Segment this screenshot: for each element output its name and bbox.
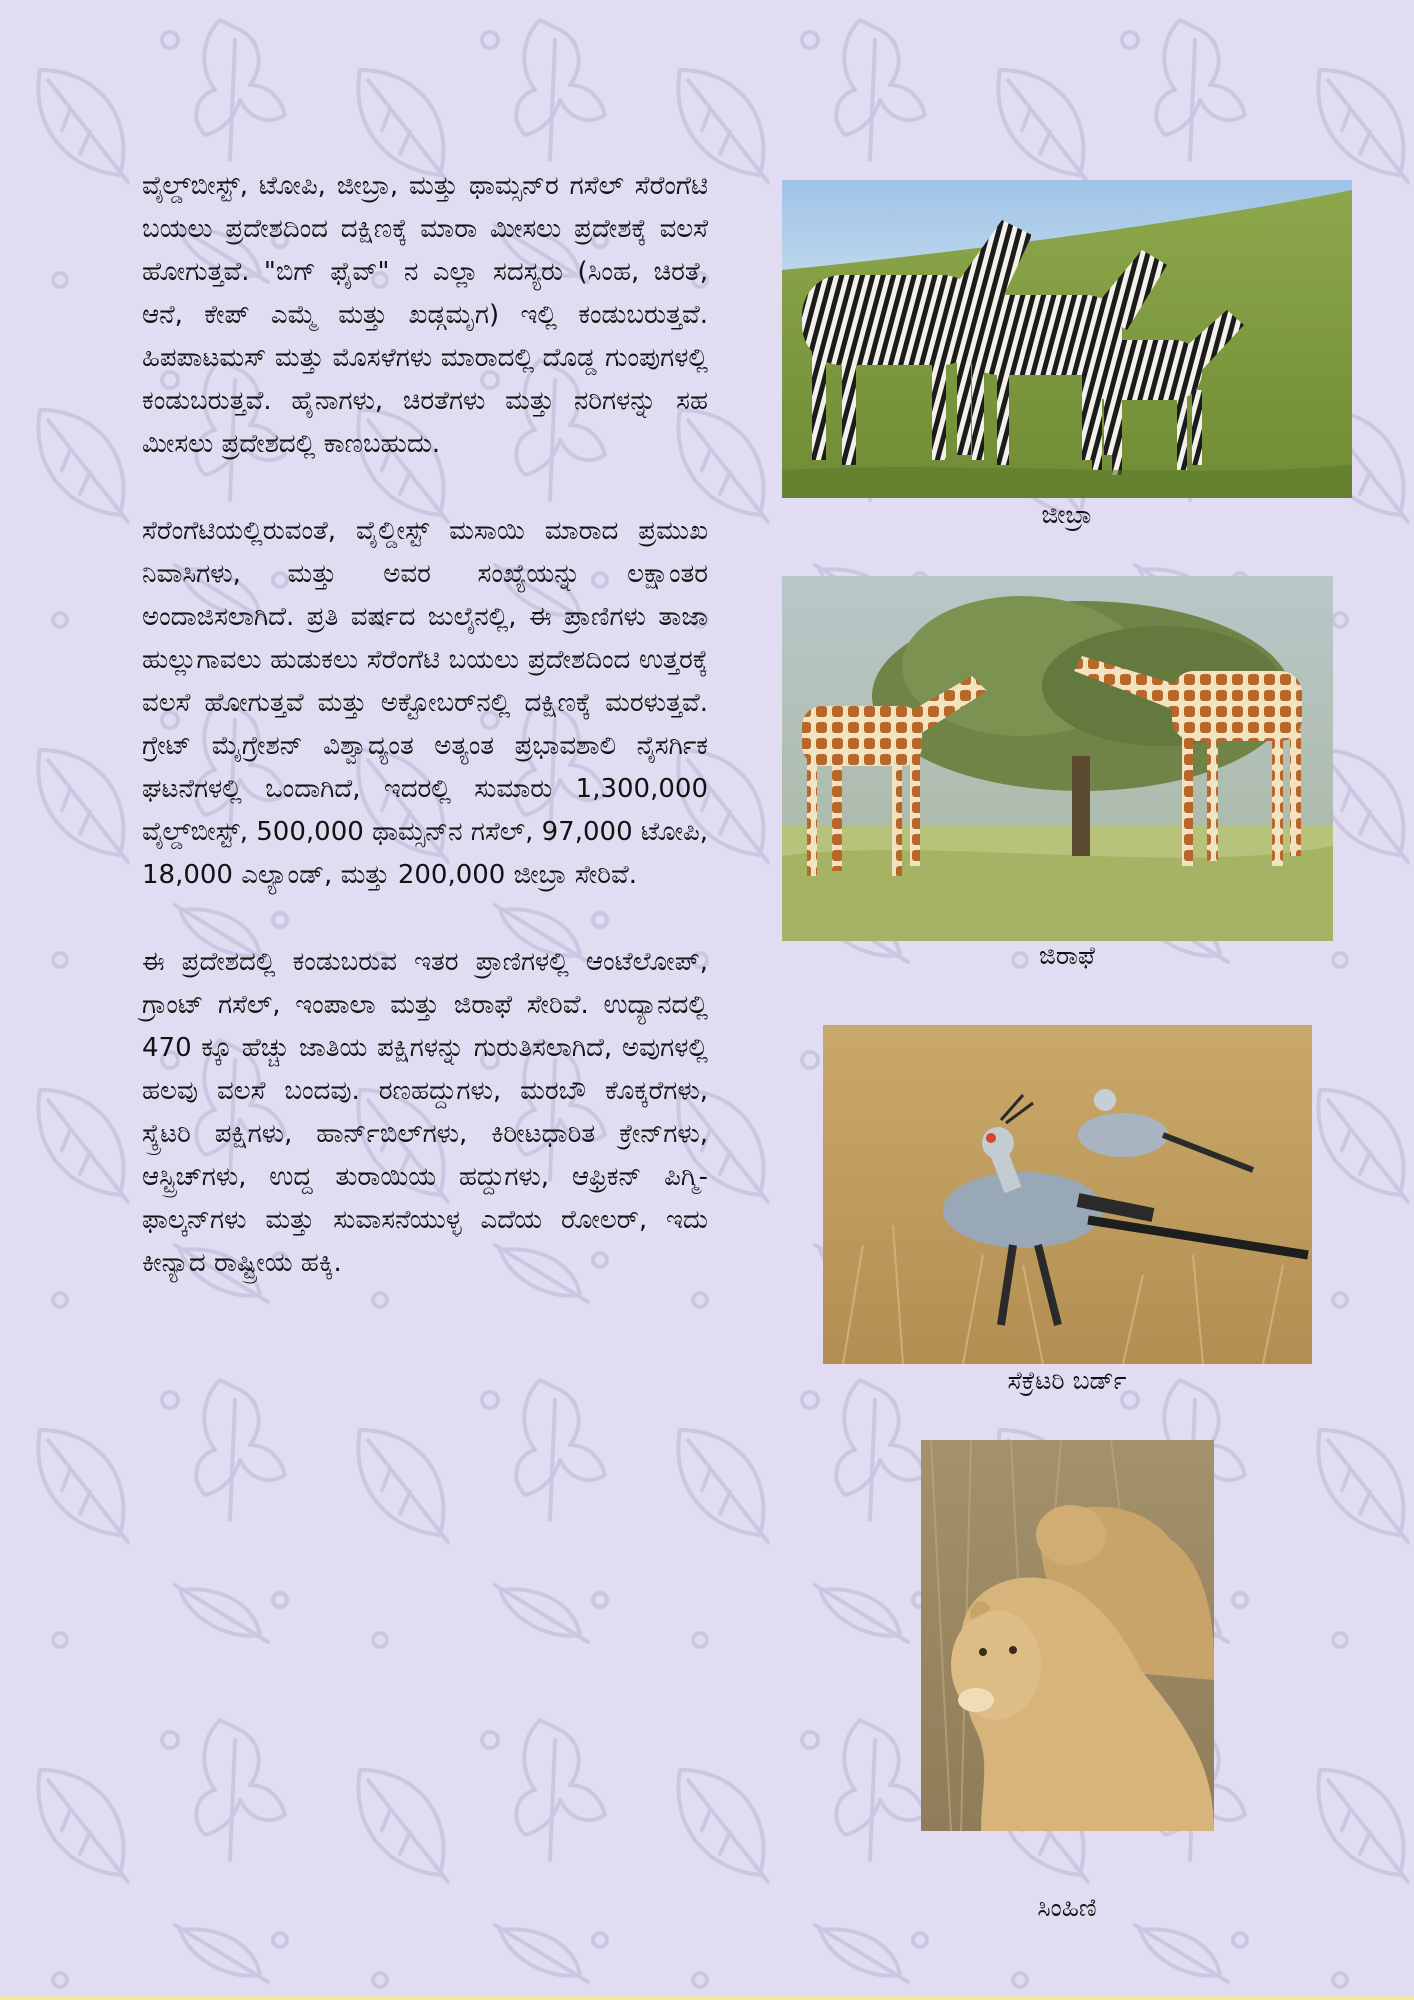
lioness-caption: ಸಿಂಹಿಣಿ (1037, 1893, 1097, 1922)
paragraph-wildebeest: ಸೆರೆಂಗೆಟಿಯಲ್ಲಿರುವಂತೆ, ವೈಲ್ಡೀಸ್ಟ್ ಮಸಾಯಿ ಮಾರಾದ ಪ್ರಮುಖ ನಿವಾಸಿಗಳು, ಮತ್ತು ಅವರ ಸಂಖ್ಯೆಯನ್ನು ಲಕ್ಷಾಂತರ ಅಂದಾಜಿಸಲಾಗಿದೆ. ಪ್ರತಿ ವರ್ಷದ ಜುಲೈನಲ್ಲಿ, ಈ ಪ್ರಾಣಿಗಳು ತಾಜಾ ಹುಲ್ಲುಗಾವಲು ಹುಡುಕಲು ಸೆರೆಂಗೆಟಿ ಬಯಲು ಪ್ರದೇಶದಿಂದ ಉತ್ತರಕ್ಕೆ ವಲಸೆ ಹೋಗುತ್ತವೆ ಮತ್ತು ಅಕ್ಟೋಬರ್‌ನಲ್ಲಿ ದಕ್ಷಿಣಕ್ಕೆ ಮರಳುತ್ತವೆ. ಗ್ರೇಟ್ ಮೈಗ್ರೇಶನ್ ವಿಶ್ವಾದ್ಯಂತ ಅತ್ಯಂತ ಪ್ರಭಾವಶಾಲಿ ನೈಸರ್ಗಿಕ ಘಟನೆಗಳಲ್ಲಿ ಒಂದಾಗಿದೆ, ಇದರಲ್ಲಿ ಸುಮಾರು 1,300,000 ವೈಲ್ಡ್‌ಬೀಸ್ಟ್, 500,000 ಥಾಮ್ಸನ್‌ನ ಗಸೆಲ್, 97,000 ಟೋಪಿ, 18,000 ಎಲ್ಯಾಂಡ್, ಮತ್ತು 200,000 ಜೀಬ್ರಾ ಸೇರಿವೆ. (142, 516, 708, 890)
paragraph-migration: ವೈಲ್ಡ್‌ಬೀಸ್ಟ್, ಟೋಪಿ, ಜೀಬ್ರಾ, ಮತ್ತು ಥಾಮ್ಸನ್‌ರ ಗಸೆಲ್ ಸೆರೆಂಗೆಟಿ ಬಯಲು ಪ್ರದೇಶದಿಂದ ದಕ್ಷಿಣಕ್ಕೆ ಮಾರಾ ಮೀಸಲು ಪ್ರದೇಶಕ್ಕೆ ವಲಸೆ ಹೋಗುತ್ತವೆ. "ಬಿಗ್ ಫೈವ್" ನ ಎಲ್ಲಾ ಸದಸ್ಯರು (ಸಿಂಹ, ಚಿರತೆ, ಆನೆ, ಕೇಪ್ ಎಮ್ಮೆ ಮತ್ತು ಖಡ್ಗಮೃಗ) ಇಲ್ಲಿ ಕಂಡುಬರುತ್ತವೆ. ಹಿಪಪಾಟಮಸ್ ಮತ್ತು ಮೊಸಳೆಗಳು ಮಾರಾದಲ್ಲಿ ದೊಡ್ಡ ಗುಂಪುಗಳಲ್ಲಿ ಕಂಡುಬರುತ್ತವೆ. ಹೈನಾಗಳು, ಚಿರತೆಗಳು ಮತ್ತು ನರಿಗಳನ್ನು ಸಹ ಮೀಸಲು ಪ್ರದೇಶದಲ್ಲಿ ಕಾಣಬಹುದು. (142, 171, 708, 459)
lioness-photo (921, 1440, 1214, 1831)
article-text-column (142, 165, 708, 1329)
secretary-bird-caption: ಸೆಕ್ರೆಟರಿ ಬರ್ಡ್ (1007, 1366, 1127, 1395)
giraffe-photo (782, 576, 1333, 941)
zebra-caption: ಜೀಬ್ರಾ (1041, 500, 1093, 529)
bottom-border-strip (0, 1996, 1414, 2000)
zebra-photo (782, 180, 1352, 498)
giraffe-caption: ಜಿರಾಫೆ (1039, 941, 1095, 970)
paragraph-other-animals: ಈ ಪ್ರದೇಶದಲ್ಲಿ ಕಂಡುಬರುವ ಇತರ ಪ್ರಾಣಿಗಳಲ್ಲಿ ಆಂಟೆಲೋಪ್, ಗ್ರಾಂಟ್ ಗಸೆಲ್, ಇಂಪಾಲಾ ಮತ್ತು ಜಿರಾಫೆ ಸೇರಿವೆ. ಉದ್ಯಾನದಲ್ಲಿ 470 ಕ್ಕೂ ಹೆಚ್ಚು ಜಾತಿಯ ಪಕ್ಷಿಗಳನ್ನು ಗುರುತಿಸಲಾಗಿದೆ, ಅವುಗಳಲ್ಲಿ ಹಲವು ವಲಸೆ ಬಂದವು. ರಣಹದ್ದುಗಳು, ಮರಬೌ ಕೊಕ್ಕರೆಗಳು, ಸ್ಕ್ರೆಟರಿ ಪಕ್ಷಿಗಳು, ಹಾರ್ನ್‌ಬಿಲ್‌ಗಳು, ಕಿರೀಟಧಾರಿತ ಕ್ರೇನ್‌ಗಳು, ಆಸ್ಟ್ರಿಚ್‌ಗಳು, ಉದ್ದ ತುರಾಯಿಯ ಹದ್ದುಗಳು, ಆಫ್ರಿಕನ್ ಪಿಗ್ಮಿ-ಫಾಲ್ಕನ್‌ಗಳು ಮತ್ತು ಸುವಾಸನೆಯುಳ್ಳ ಎದೆಯ ರೋಲರ್, ಇದು ಕೀನ್ಯಾದ ರಾಷ್ಟ್ರೀಯ ಹಕ್ಕಿ. (142, 947, 708, 1278)
secretary-bird-photo (823, 1025, 1312, 1364)
